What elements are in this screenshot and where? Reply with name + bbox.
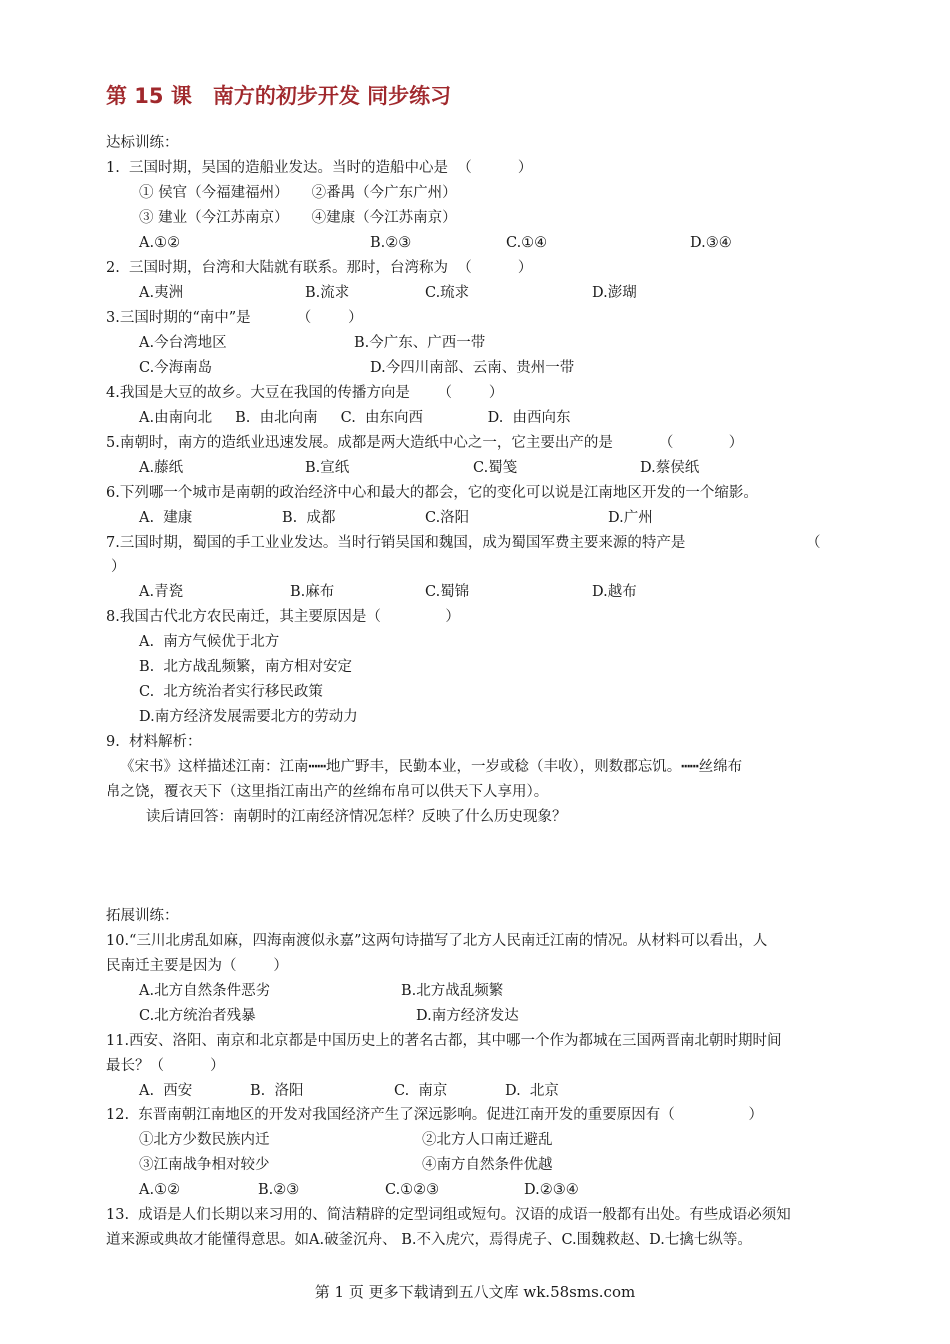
question-10-option-b: B.北方战乱频繁 <box>401 983 504 999</box>
question-6-option-a: A. 建康 <box>139 510 193 526</box>
question-8-option-b: B. 北方战乱频繁，南方相对安定 <box>139 659 352 675</box>
question-11-option-c: C. 南京 <box>394 1083 448 1099</box>
page-footer: 第 1 页 更多下载请到五八文库 wk.58sms.com <box>314 1283 636 1301</box>
question-9-stem: 9. 材料解析： <box>106 734 202 750</box>
question-9-question: 读后请回答：南朝时的江南经济情况怎样？反映了什么历史现象？ <box>146 809 567 825</box>
question-12-item-3: ③江南战争相对较少 <box>139 1157 270 1173</box>
section-heading-basic: 达标训练： <box>106 135 179 151</box>
question-3-option-a: A.今台湾地区 <box>139 335 227 351</box>
question-5-option-c: C.蜀笺 <box>473 460 518 476</box>
question-7-option-d: D.越布 <box>592 584 637 600</box>
question-11-stem-line1: 11.西安、洛阳、南京和北京都是中国历史上的著名古都，其中哪一个作为都城在三国两晋南北朝时期时间 <box>106 1033 782 1049</box>
question-2-option-d: D.澎瑚 <box>592 285 637 301</box>
question-13-stem-line1: 13. 成语是人们长期以来习用的、简洁精辟的定型词组或短句。汉语的成语一般都有出处。有些成语必须知 <box>106 1207 791 1223</box>
question-7-option-a: A.青瓷 <box>139 584 184 600</box>
question-9-material-line2: 帛之饶，覆衣天下（这里指江南出产的丝绵布帛可以供天下人享用）。 <box>106 784 549 800</box>
question-8-stem: 8.我国古代北方农民南迁，其主要原因是（ ） <box>106 609 460 625</box>
question-11-option-d: D. 北京 <box>505 1083 559 1099</box>
question-4-stem: 4.我国是大豆的故乡。大豆在我国的传播方向是 （ ） <box>106 385 504 401</box>
question-11-option-b: B. 洛阳 <box>250 1083 304 1099</box>
question-7-paren-open: （ <box>806 535 821 551</box>
question-7-paren-close: ） <box>111 559 126 575</box>
question-3-option-c: C.今海南岛 <box>139 360 213 376</box>
question-9-material-line1: 《宋书》这样描述江南：江南┅┅地广野丰，民勤本业，一岁或稔（丰收），则数郡忘饥。┅┅丝绵布 <box>120 759 743 775</box>
question-13-stem-line2: 道来源或典故才能懂得意思。如A.破釜沉舟、 B.不入虎穴，焉得虎子、C.围魏救赵、D.七擒七纵等。 <box>106 1232 752 1248</box>
question-12-item-1: ①北方少数民族内迁 <box>139 1132 270 1148</box>
question-6-stem: 6.下列哪一个城市是南朝的政治经济中心和最大的都会，它的变化可以说是江南地区开发的一个缩影。 <box>106 485 758 501</box>
question-12-item-4: ④南方自然条件优越 <box>422 1157 553 1173</box>
question-1-stem: 1. 三国时期，吴国的造船业发达。当时的造船中心是 （ ） <box>106 160 533 176</box>
question-10-option-a: A.北方自然条件恶劣 <box>139 983 271 999</box>
question-6-option-b: B. 成都 <box>282 510 336 526</box>
question-11-stem-line2: 最长？（ ） <box>106 1058 225 1074</box>
question-6-option-d: D.广州 <box>608 510 653 526</box>
question-10-option-c: C.北方统治者残暴 <box>139 1008 256 1024</box>
question-3-option-b: B.今广东、广西一带 <box>354 335 486 351</box>
question-7-option-c: C.蜀锦 <box>425 584 470 600</box>
question-12-option-a: A.①② <box>139 1182 181 1198</box>
question-5-option-b: B.宣纸 <box>305 460 350 476</box>
question-2-option-b: B.流求 <box>305 285 350 301</box>
question-8-option-d: D.南方经济发展需要北方的劳动力 <box>139 709 358 725</box>
question-4-options: A.由南向北 B. 由北向南 C. 由东向西 D. 由西向东 <box>139 410 571 426</box>
question-12-option-d: D.②③④ <box>524 1182 579 1198</box>
question-1-options-line2: ③ 建业（今江苏南京） ④建康（今江苏南京） <box>139 210 457 226</box>
question-1-option-a: A.①② <box>139 235 181 251</box>
question-3-option-d: D.今四川南部、云南、贵州一带 <box>370 360 575 376</box>
question-2-stem: 2. 三国时期，台湾和大陆就有联系。那时，台湾称为 （ ） <box>106 260 533 276</box>
question-7-option-b: B.麻布 <box>290 584 335 600</box>
page-title: 第 15 课 南方的初步开发 同步练习 <box>106 84 452 108</box>
section-heading-extended: 拓展训练： <box>106 908 179 924</box>
question-12-stem: 12. 东晋南朝江南地区的开发对我国经济产生了深远影响。促进江南开发的重要原因有（ ） <box>106 1107 764 1123</box>
question-12-option-b: B.②③ <box>258 1182 300 1198</box>
question-3-stem: 3.三国时期的“南中”是 （ ） <box>106 310 363 326</box>
question-7-stem: 7.三国时期，蜀国的手工业业发达。当时行销吴国和魏国，成为蜀国军费主要来源的特产是 <box>106 535 686 551</box>
question-12-item-2: ②北方人口南迁避乱 <box>422 1132 553 1148</box>
question-8-option-a: A. 南方气候优于北方 <box>139 634 280 650</box>
question-8-option-c: C. 北方统治者实行移民政策 <box>139 684 323 700</box>
question-10-stem-line2: 民南迁主要是因为（ ） <box>106 958 288 974</box>
question-5-option-d: D.蔡侯纸 <box>640 460 700 476</box>
question-12-option-c: C.①②③ <box>385 1182 440 1198</box>
question-1-options-line1: ① 侯官（今福建福州） ②番禺（今广东广州） <box>139 185 457 201</box>
question-2-option-c: C.琉求 <box>425 285 470 301</box>
question-1-option-d: D.③④ <box>690 235 732 251</box>
question-5-option-a: A.藤纸 <box>139 460 184 476</box>
question-2-option-a: A.夷洲 <box>139 285 184 301</box>
question-10-option-d: D.南方经济发达 <box>416 1008 519 1024</box>
question-10-stem-line1: 10.“三川北虏乱如麻，四海南渡似永嘉”这两句诗描写了北方人民南迁江南的情况。从材料可以看出，人 <box>106 933 768 949</box>
question-5-stem: 5.南朝时，南方的造纸业迅速发展。成都是两大造纸中心之一，它主要出产的是 （ ） <box>106 435 744 451</box>
question-11-option-a: A. 西安 <box>139 1083 193 1099</box>
question-6-option-c: C.洛阳 <box>425 510 470 526</box>
question-1-option-b: B.②③ <box>370 235 412 251</box>
question-1-option-c: C.①④ <box>506 235 548 251</box>
